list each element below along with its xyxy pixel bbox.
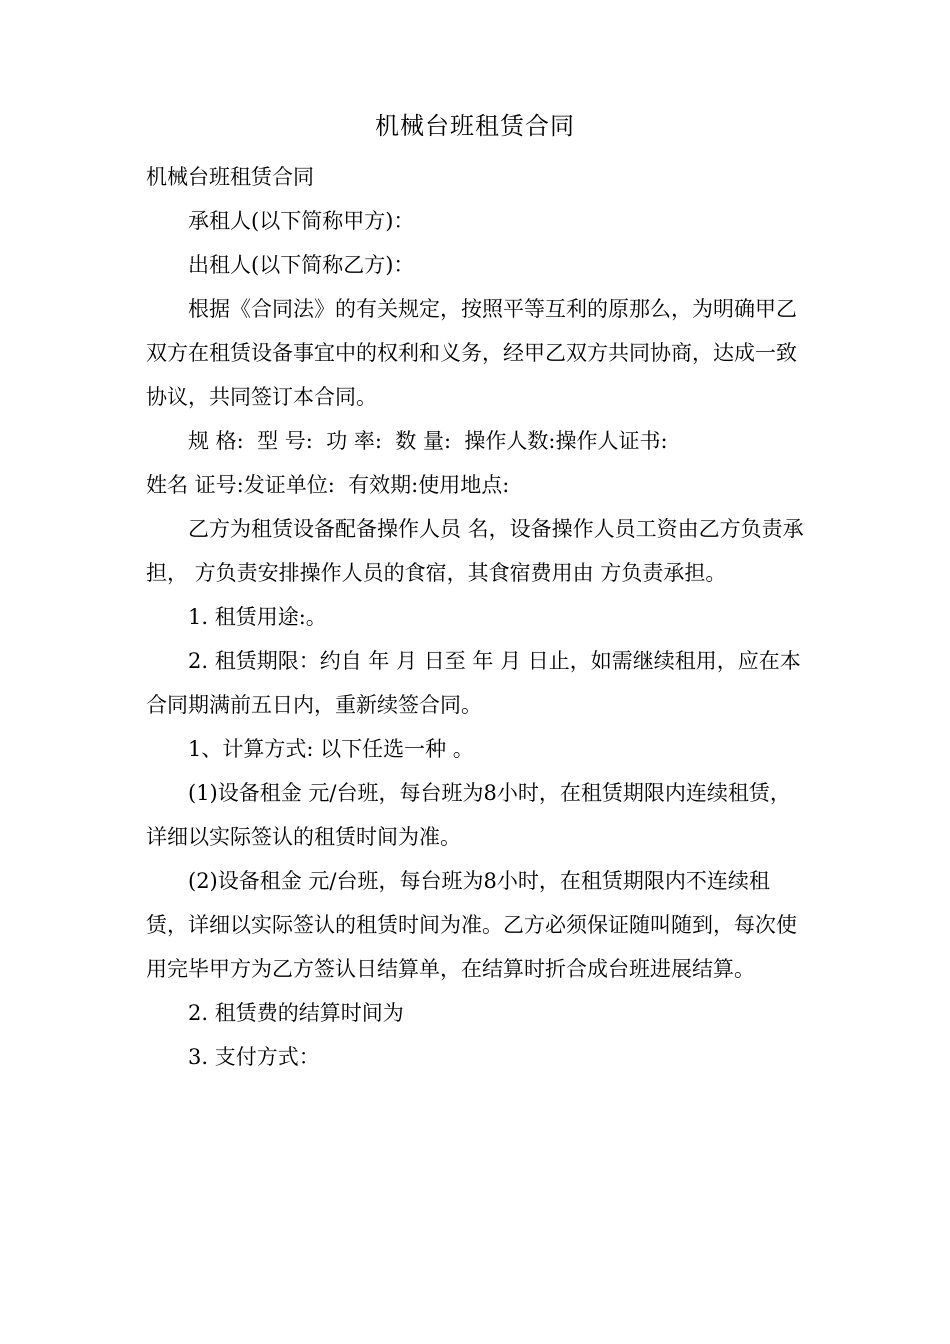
paragraph-heading: 机械台班租赁合同 [146, 165, 314, 189]
paragraph-equipment-specs: 规 格: 型 号: 功 率: 数 量: 操作人数:操作人证书: [188, 429, 668, 453]
paragraph-lessor: 出租人(以下简称乙方)： [188, 253, 415, 277]
paragraph-preamble: 根据《合同法》的有关规定，按照平等互利的原那么，为明确甲乙双方在租赁设备事宜中的权利和义务，经甲乙双方共同协商，达成一致协议，共同签订本合同。 [146, 297, 797, 409]
document-body [146, 155, 811, 1079]
paragraph-calculation-method: 1、计算方式: 以下任选一种 。 [188, 737, 474, 761]
paragraph-lessee: 承租人(以下简称甲方)： [188, 209, 415, 233]
paragraph-rental-purpose: 1. 租赁用途:。 [188, 605, 327, 629]
paragraph-option-2: (2)设备租金 元/台班，每台班为8小时，在租赁期限内不连续租赁，详细以实际签认的租赁时间为准。乙方必须保证随叫随到，每次使用完毕甲方为乙方签认日结算单，在结算时折合成台班进展结算。 [146, 869, 797, 981]
paragraph-operators: 乙方为租赁设备配备操作人员 名，设备操作人员工资由乙方负责承担， 方负责安排操作人员的食宿，其食宿费用由 方负责承担。 [146, 517, 804, 585]
document-title: 机械台班租赁合同 [375, 112, 575, 140]
paragraph-option-1: (1)设备租金 元/台班，每台班为8小时，在租赁期限内连续租赁，详细以实际签认的租赁时间为准。 [146, 781, 791, 849]
paragraph-operator-info: 姓名 证号:发证单位: 有效期:使用地点: [146, 473, 510, 497]
paragraph-payment-method: 3. 支付方式： [188, 1045, 320, 1069]
paragraph-settlement-time: 2. 租赁费的结算时间为 [188, 1001, 404, 1025]
paragraph-rental-period: 2. 租赁期限：约自 年 月 日至 年 月 日止，如需继续租用，应在本合同期满前五日内，重新续签合同。 [146, 649, 801, 717]
